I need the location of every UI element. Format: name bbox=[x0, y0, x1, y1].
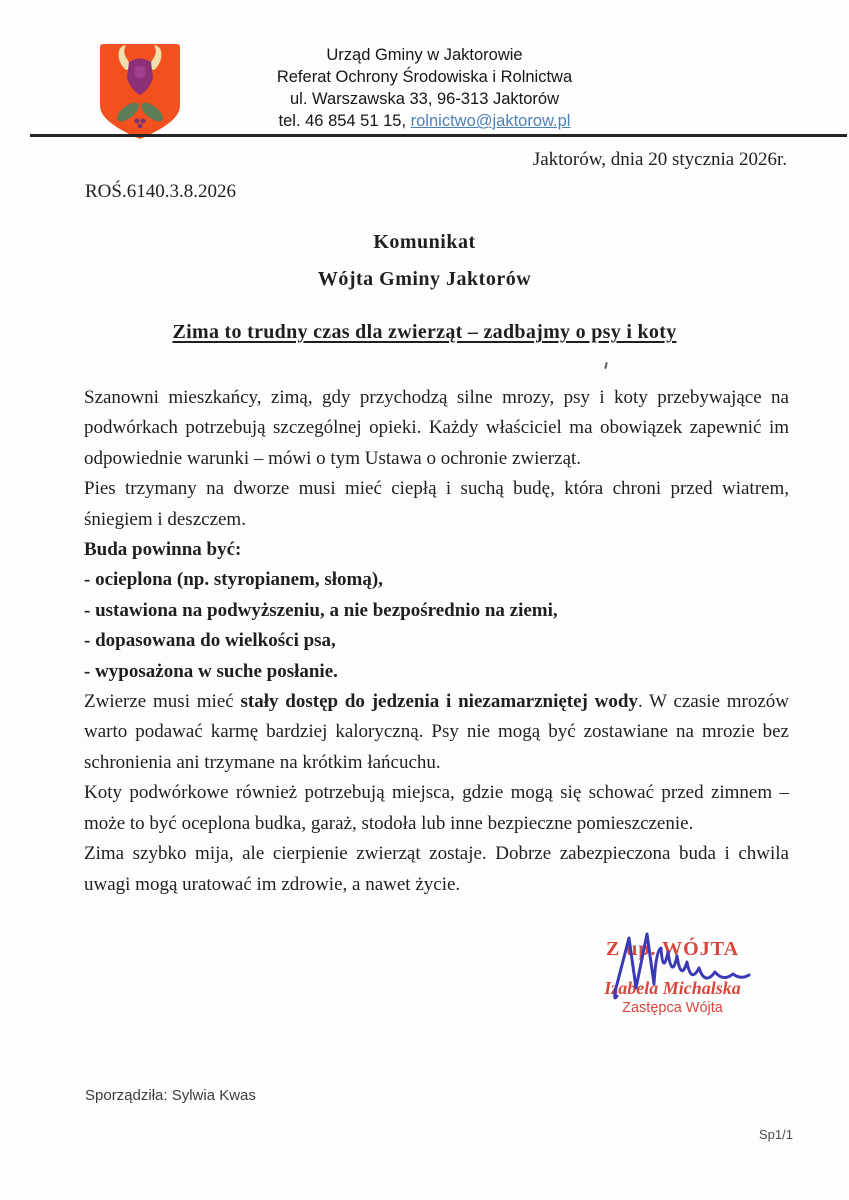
paragraph-food-water-pre: Zwierze musi mieć bbox=[84, 691, 241, 713]
letterhead-department: Referat Ochrony Środowiska i Rolnictwa bbox=[276, 68, 573, 86]
letterhead-org-name: Urząd Gminy w Jaktorowie bbox=[326, 46, 523, 64]
letterhead bbox=[0, 44, 849, 132]
subject-heading bbox=[0, 321, 849, 344]
letterhead-contact bbox=[0, 110, 849, 132]
paragraph-closing: Zima szybko mija, ale cierpienie zwierząt zostaje. Dobrze zabezpieczona buda i chwila uwagi mogą uratować im zdrowie, a nawet życie. bbox=[84, 843, 789, 895]
signature-name: Izabela Michalska bbox=[604, 978, 741, 998]
subject-heading-text: Zima to trudny czas dla zwierząt – zadbajmy o psy i koty bbox=[172, 321, 677, 343]
scan-artifact-mark bbox=[604, 362, 608, 369]
paragraph-food-water bbox=[84, 687, 789, 778]
paragraph-food-water-post: . W czasie mrozów warto podawać karmę bardziej kaloryczną. Psy nie mogą być zostawiane na mrozie bez schronienia ani trzymane na krótkim łańcuchu. bbox=[84, 691, 790, 773]
paragraph-cats: Koty podwórkowe również potrzebują miejsca, gdzie mogą się schować przed zimnem – może to być oceplona budka, garaż, stodoła lub inne bezpieczne pomieszczenie. bbox=[84, 782, 789, 834]
letterhead-address: ul. Warszawska 33, 96-313 Jaktorów bbox=[289, 90, 559, 108]
document-title-line1: Komunikat bbox=[373, 231, 476, 253]
paragraph-intro: Szanowni mieszkańcy, zimą, gdy przychodzą silne mrozy, psy i koty przebywające na podwórkach potrzebują szczególnej opieki. Każdy właściciel ma obowiązek zapewnić im odpowiednie warunki – mówi o tym Ustawa o ochronie zwierząt. bbox=[84, 387, 789, 469]
document-title bbox=[0, 231, 849, 291]
email-link: rolnictwo@jaktorow.pl bbox=[410, 112, 571, 130]
list-item-3: - dopasowana do wielkości psa, bbox=[84, 630, 336, 652]
letterhead-phone: tel. 46 854 51 15, bbox=[278, 112, 411, 130]
signature-role: Zastępca Wójta bbox=[622, 1000, 723, 1016]
paragraph-doghouse: Pies trzymany na dworze musi mieć ciepłą i suchą budę, która chroni przed wiatrem, śniegiem i deszczem. bbox=[84, 478, 789, 530]
signature-authority-line: Z up. WÓJTA bbox=[605, 938, 740, 960]
paragraph-food-water-bold: stały dostęp do jedzenia i niezamarzniętej wody bbox=[240, 691, 638, 713]
reference-number: ROŚ.6140.3.8.2026 bbox=[85, 181, 236, 202]
prepared-by-note: Sporządziła: Sylwia Kwas bbox=[85, 1087, 256, 1104]
header-divider-line bbox=[30, 134, 847, 137]
letter-body bbox=[84, 383, 789, 900]
page-marker: Sp1/1 bbox=[759, 1127, 793, 1142]
list-item-1: - ocieplona (np. styropianem, słomą), bbox=[84, 569, 383, 591]
list-intro: Buda powinna być: bbox=[84, 539, 242, 561]
list-item-4: - wyposażona w suche posłanie. bbox=[84, 660, 338, 682]
signature-block bbox=[575, 938, 770, 1016]
document-title-line2: Wójta Gminy Jaktorów bbox=[317, 268, 532, 290]
list-item-2: - ustawiona na podwyższeniu, a nie bezpośrednio na ziemi, bbox=[84, 599, 558, 621]
date-line: Jaktorów, dnia 20 stycznia 2026r. bbox=[532, 149, 787, 170]
